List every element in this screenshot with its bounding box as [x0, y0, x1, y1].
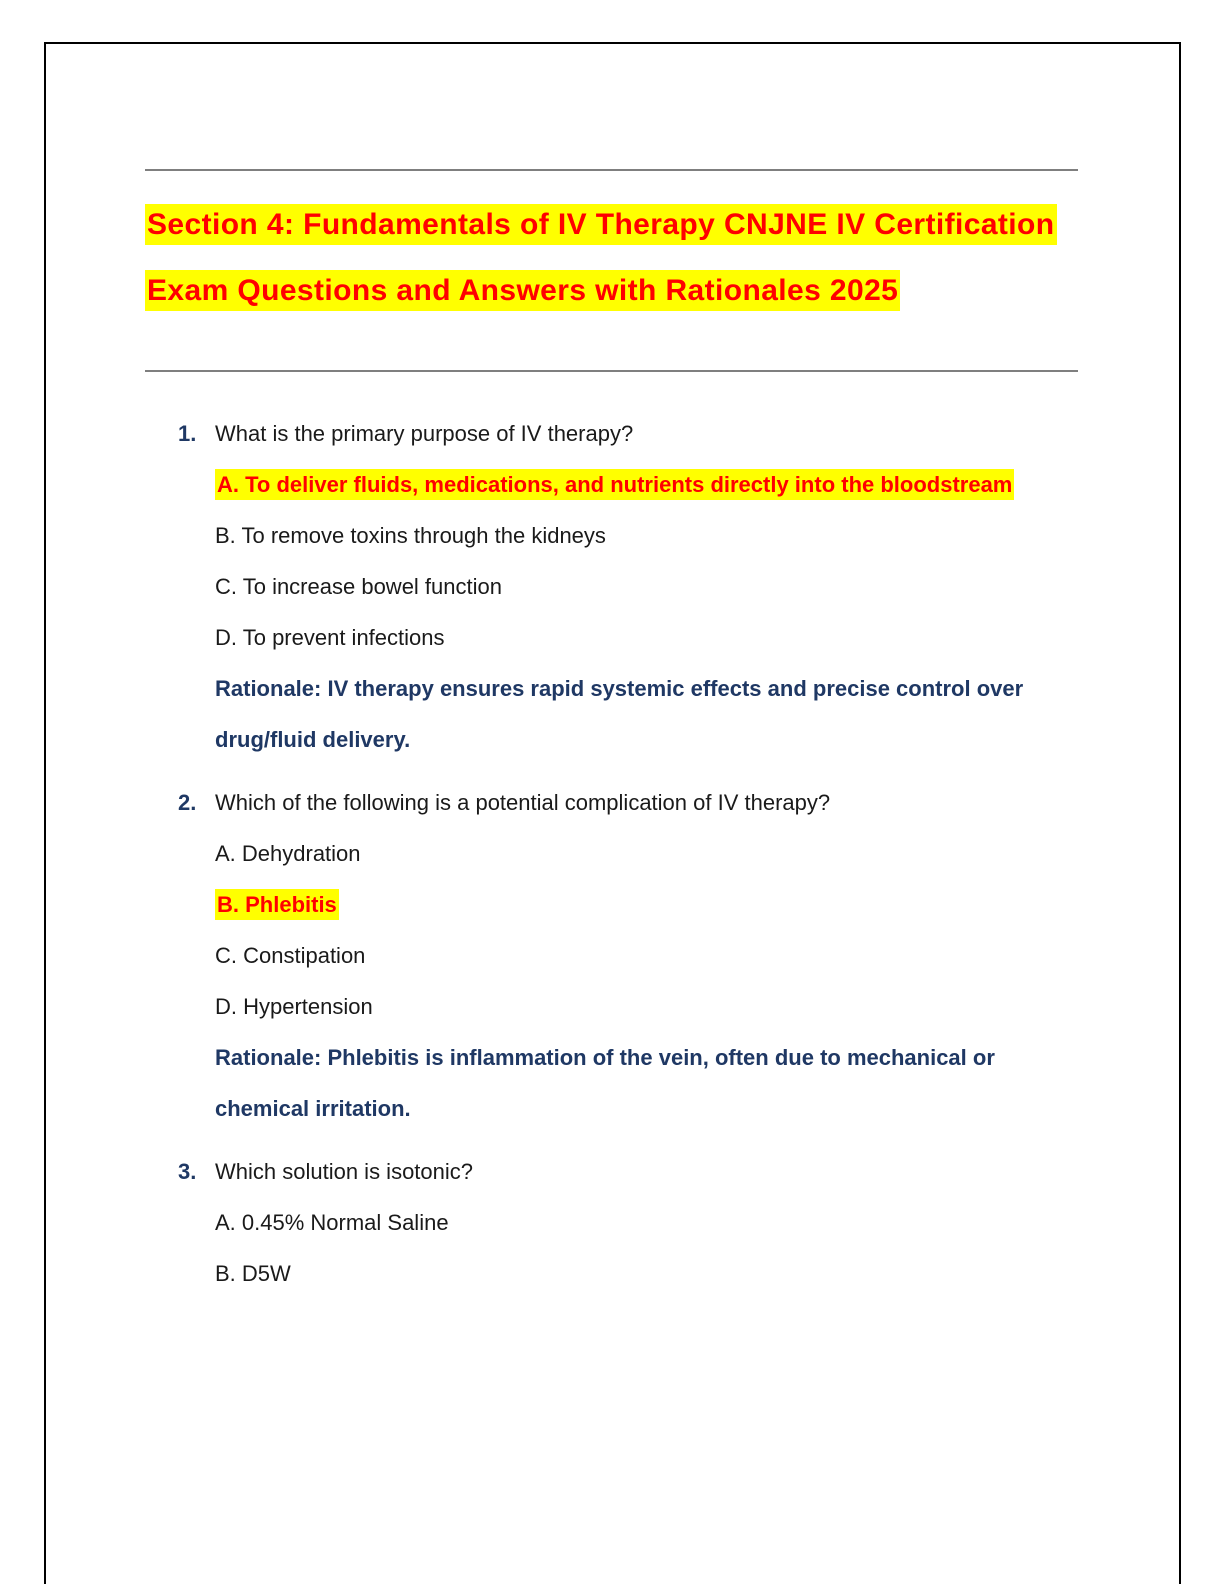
question-1-option-d	[215, 612, 1078, 663]
question-2-option-d-text: D. Hypertension	[215, 994, 373, 1019]
question-2-option-a	[215, 828, 1078, 879]
question-2-option-c	[215, 930, 1078, 981]
question-2-option-c-text: C. Constipation	[215, 943, 366, 968]
horizontal-rule-top	[145, 169, 1078, 171]
horizontal-rule-bottom	[145, 370, 1078, 372]
question-1-option-c-text: C. To increase bowel function	[215, 574, 502, 599]
question-1-option-a-text: A. To deliver fluids, medications, and nutrients directly into the bloodstream	[215, 469, 1014, 500]
document-title-text: Section 4: Fundamentals of IV Therapy CNJNE IV Certification Exam Questions and Answers with Rationales 2025	[145, 204, 1057, 311]
question-3-option-a	[215, 1197, 1078, 1248]
question-1-option-a	[215, 459, 1078, 510]
question-1-option-b	[215, 510, 1078, 561]
question-2-line	[178, 777, 1078, 828]
question-2	[145, 777, 1078, 1134]
question-2-option-d	[215, 981, 1078, 1032]
question-1-option-d-text: D. To prevent infections	[215, 625, 445, 650]
question-1-text: What is the primary purpose of IV therapy?	[215, 421, 634, 446]
question-1-rationale: Rationale: IV therapy ensures rapid systemic effects and precise control over drug/fluid delivery.	[215, 676, 1024, 752]
question-3-option-a-text: A. 0.45% Normal Saline	[215, 1210, 449, 1235]
question-2-option-a-text: A. Dehydration	[215, 841, 361, 866]
question-3-option-b-text: B. D5W	[215, 1261, 291, 1286]
question-2-option-b-text: B. Phlebitis	[215, 889, 339, 920]
question-1-option-c	[215, 561, 1078, 612]
question-2-text: Which of the following is a potential complication of IV therapy?	[215, 790, 831, 815]
question-3-text: Which solution is isotonic?	[215, 1159, 474, 1184]
question-3-line	[178, 1146, 1078, 1197]
question-2-option-b	[215, 879, 1078, 930]
question-1	[145, 408, 1078, 765]
question-2-rationale: Rationale: Phlebitis is inflammation of the vein, often due to mechanical or chemical irritation.	[215, 1045, 995, 1121]
question-1-number: 1.	[178, 421, 197, 446]
question-3-number: 3.	[178, 1159, 197, 1184]
document-title	[145, 192, 1078, 324]
question-1-line	[178, 408, 1078, 459]
document-page	[145, 0, 1078, 1311]
question-list	[145, 408, 1078, 1299]
question-3-option-b	[215, 1248, 1078, 1299]
question-2-number: 2.	[178, 790, 197, 815]
question-1-option-b-text: B. To remove toxins through the kidneys	[215, 523, 606, 548]
question-3	[145, 1146, 1078, 1299]
